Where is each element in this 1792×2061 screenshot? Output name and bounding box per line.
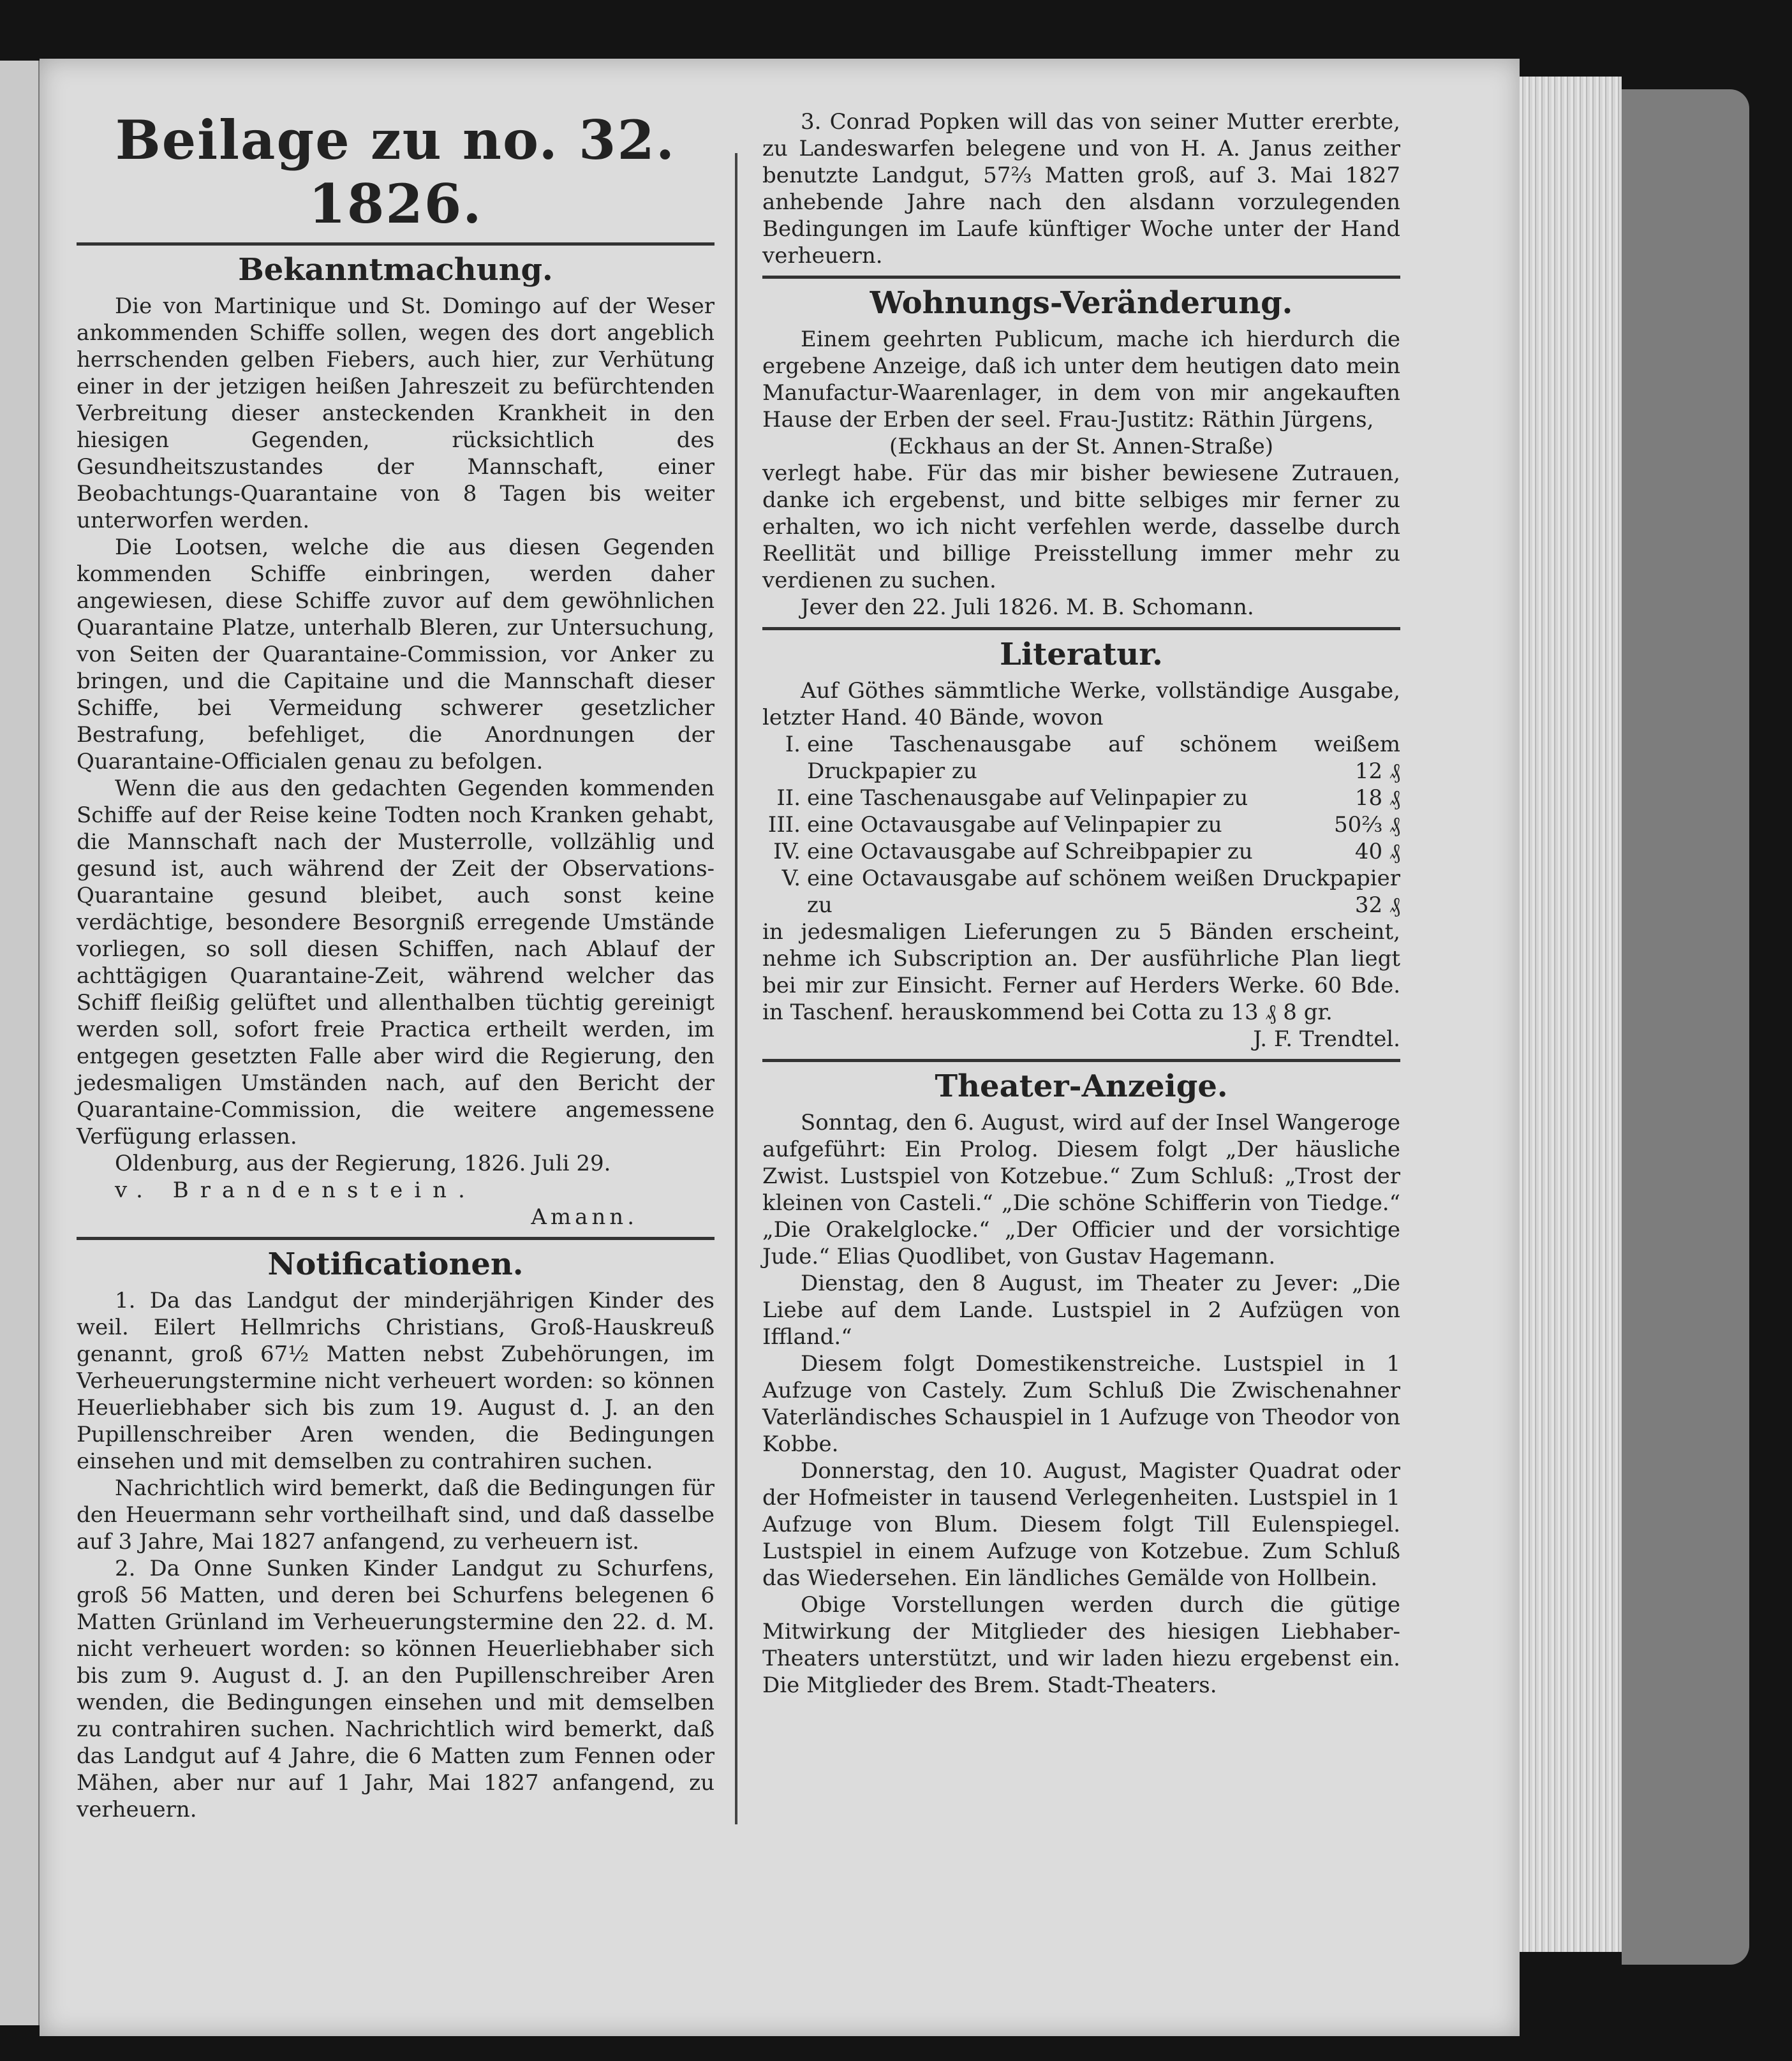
section-heading: Bekanntmachung. bbox=[238, 252, 553, 288]
edition-number: III. bbox=[767, 812, 801, 838]
rule bbox=[762, 1059, 1400, 1062]
edition-text: eine Taschenausgabe auf schönem weißem Druckpapier zu bbox=[807, 732, 1400, 784]
signature: v. Brandenstein. bbox=[115, 1178, 477, 1203]
edition-item bbox=[762, 811, 1400, 838]
bekanntmachung-section bbox=[77, 251, 715, 1230]
paragraph: Auf Göthes sämmtliche Werke, vollständige Ausgabe, letzter Hand. 40 Bände, wovon bbox=[762, 678, 1400, 730]
paragraph: Obige Vorstellungen werden durch die gütige Mitwirkung der Mitglieder des hiesigen Liebhaber-Theaters unterstützt, und wir laden hiezu ergebenst ein. Die Mitglieder des Brem. Stadt-Theaters. bbox=[762, 1592, 1400, 1698]
dateline: Oldenburg, aus der Regierung, 1826. Juli 29. bbox=[115, 1151, 611, 1176]
notice-item: Nachrichtlich wird bemerkt, daß die Bedingungen für den Heuermann sehr vortheilhaft sind, und daß dasselbe auf 3 Jahre, Mai 1827 anfangend, zu verheuern ist. bbox=[77, 1475, 715, 1555]
book-page-edges bbox=[1520, 77, 1622, 1952]
paragraph: Dienstag, den 8 August, im Theater zu Jever: „Die Liebe auf dem Lande. Lustspiel in 2 Aufzügen von Iffland.“ bbox=[762, 1271, 1400, 1350]
section-heading: Notificationen. bbox=[267, 1246, 524, 1282]
edition-text: eine Octavausgabe auf Schreibpapier zu bbox=[807, 839, 1253, 864]
notice-item: 3. Conrad Popken will das von seiner Mutter ererbte, zu Landeswarfen belegene und von H. A. Janus zeither benutzte Landgut, 57⅔ Matten groß, auf 3. Mai 1827 anhebende Jahre nach den alsdann vorzulegenden Bedingungen im Laufe künftiger Woche unter der Hand verheuern. bbox=[762, 109, 1400, 269]
secretary: Amann. bbox=[531, 1204, 638, 1230]
paragraph: Sonntag, den 6. August, wird auf der Insel Wangeroge aufgeführt: Ein Prolog. Diesem folgt „Der häusliche Zwist. Lustspiel von Kotzebue.“ Zum Schluß: „Trost der kleinen von Casteli.“ „Die schöne Schifferin von Tiedge.“ „Die Orakelglocke.“ „Der Officier und der vorsichtige Jude.“ Elias Quodlibet, von Gustav Hagemann. bbox=[762, 1110, 1400, 1269]
signline: Jever den 22. Juli 1826. M. B. Schomann. bbox=[801, 595, 1254, 620]
edition-item bbox=[762, 785, 1400, 811]
edition-number: IV. bbox=[773, 839, 801, 864]
edition-item bbox=[762, 865, 1400, 919]
rule bbox=[762, 276, 1400, 279]
notice-item: 2. Da Onne Sunken Kinder Landgut zu Schurfens, groß 56 Matten, und deren bei Schurfens belegenen 6 Matten Grünland im Verheuerungstermine den 22. d. M. nicht verheuert worden: so können Heuerliebhaber sich bis zum 9. August d. J. an den Pupillenschreiber Aren wenden, die Bedingungen einsehen und mit demselben zu contrahiren suchen. Nachrichtlich wird bemerkt, daß das Landgut auf 4 Jahre, die 6 Matten zum Fennen oder Mähen, aber nur auf 1 Jahr, Mai 1827 anfangend, zu verheuern. bbox=[77, 1556, 715, 1822]
theater-section bbox=[762, 1067, 1400, 1699]
rule bbox=[77, 1237, 715, 1240]
paragraph: in jedesmaligen Lieferungen zu 5 Bänden erscheint, nehme ich Subscription an. Der ausführliche Plan liegt bei mir zur Einsicht. Ferner auf Herders Werke. 60 Bde. in Taschenf. herauskommend bei Cotta zu 13 ₰ 8 gr. bbox=[762, 919, 1400, 1025]
edition-number: II. bbox=[776, 785, 801, 811]
paragraph: Diesem folgt Domestikenstreiche. Lustspiel in 1 Aufzuge von Castely. Zum Schluß Die Zwischenahner Vaterländisches Schauspiel in 1 Aufzuge von Theodor von Kobbe. bbox=[762, 1351, 1400, 1457]
literatur-section bbox=[762, 635, 1400, 1053]
edition-price: 18 ₰ bbox=[1354, 785, 1400, 811]
section-heading: Wohnungs-Veränderung. bbox=[870, 285, 1293, 321]
edition-price: 50⅔ ₰ bbox=[1333, 812, 1400, 838]
left-column bbox=[77, 108, 715, 1823]
column-divider bbox=[735, 153, 737, 1824]
paragraph: Donnerstag, den 10. August, Magister Quadrat oder der Hofmeister in tausend Verlegenheiten. Lustspiel in 1 Aufzuge von Blum. Diesem folgt Till Eulenspiegel. Lustspiel in einem Aufzuge von Kotzebue. Zum Schluß das Wiedersehen. Ein ländliches Gemälde von Hollbein. bbox=[762, 1458, 1400, 1591]
section-heading: Literatur. bbox=[1000, 637, 1163, 672]
rule bbox=[77, 242, 715, 246]
masthead: Beilage zu no. 32. 1826. bbox=[115, 108, 676, 235]
section-heading: Theater-Anzeige. bbox=[935, 1068, 1228, 1104]
book-cover bbox=[1622, 89, 1749, 1965]
right-column bbox=[762, 108, 1400, 1699]
edition-text: eine Octavausgabe auf Velinpapier zu bbox=[807, 812, 1222, 838]
paragraph: Die Lootsen, welche die aus diesen Gegenden kommenden Schiffe einbringen, werden daher angewiesen, diese Schiffe zuvor auf dem gewöhnlichen Quarantaine Platze, unterhalb Bleren, zur Untersuchung, von Seiten der Quarantaine-Commission, vor Anker zu bringen, und die Capitaine und die Mannschaft dieser Schiffe, bei Vermeidung schwerer gesetzlicher Bestrafung, befehliget, die Anordnungen der Quarantaine-Officialen genau zu befolgen. bbox=[77, 535, 715, 774]
edition-number: I. bbox=[785, 732, 801, 757]
edition-text: eine Taschenausgabe auf Velinpapier zu bbox=[807, 785, 1248, 811]
signature: J. F. Trendtel. bbox=[1253, 1026, 1400, 1052]
edition-item bbox=[762, 838, 1400, 865]
wohnung-section bbox=[762, 284, 1400, 621]
edition-text: eine Octavausgabe auf schönem weißen Druckpapier zu bbox=[807, 866, 1400, 918]
edition-number: V. bbox=[781, 866, 801, 891]
paragraph: verlegt habe. Für das mir bisher bewiesene Zutrauen, danke ich ergebenst, und bitte selbiges mir ferner zu erhalten, wo ich nicht verfehlen werde, dasselbe durch Reellität und billige Preisstellung immer mehr zu verdienen zu suchen. bbox=[762, 461, 1400, 593]
edition-price: 32 ₰ bbox=[1354, 892, 1400, 918]
notificationen-section bbox=[77, 1245, 715, 1823]
address: (Eckhaus an der St. Annen-Straße) bbox=[889, 434, 1273, 459]
notice-item: 1. Da das Landgut der minderjährigen Kinder des weil. Eilert Hellmrichs Christians, Groß-Hauskreuß genannt, groß 67½ Matten nebst Zubehörungen, im Verheuerungstermine nicht verheuert worden: so können Heuerliebhaber sich bis zum 19. August d. J. an den Pupillenschreiber Aren wenden, die Bedingungen einsehen und mit demselben zu contrahiren suchen. bbox=[77, 1288, 715, 1474]
edition-item bbox=[762, 731, 1400, 785]
paragraph: Die von Martinique und St. Domingo auf der Weser ankommenden Schiffe sollen, wegen des dort angeblich herrschenden gelben Fiebers, auch hier, zur Verhütung einer in der jetzigen heißen Jahreszeit zu befürchtenden Verbreitung dieser ansteckenden Krankheit in den hiesigen Gegenden, rücksichtlich des Gesundheitszustandes der Mannschaft, einer Beobachtungs-Quarantaine von 8 Tagen bis weiter unterworfen werden. bbox=[77, 293, 715, 533]
previous-page-edge bbox=[0, 61, 40, 2025]
paragraph: Einem geehrten Publicum, mache ich hierdurch die ergebene Anzeige, daß ich unter dem heutigen dato mein Manufactur-Waarenlager, in dem von mir angekauften Hause der Erben der seel. Frau-Justitz: Räthin Jürgens, bbox=[762, 327, 1400, 432]
edition-price: 40 ₰ bbox=[1354, 839, 1400, 864]
paragraph: Wenn die aus den gedachten Gegenden kommenden Schiffe auf der Reise keine Todten noch Kranken gehabt, die Mannschaft nach der Musterrolle, vollzählig und gesund ist, auch während der Zeit der Observations-Quarantaine gesund bleibet, auch sonst keine verdächtige, besondere Besorgniß erregende Umstände vorliegen, so soll diesen Schiffen, nach Ablauf der achttägigen Quarantaine-Zeit, während welcher das Schiff fleißig gelüftet und allenthalben tüchtig gereinigt werden soll, sofort freie Practica ertheilt werden, im entgegen gesetzten Falle aber wird die Regierung, den jedesmaligen Umständen nach, auf den Bericht der Quarantaine-Commission, die weitere angemessene Verfügung erlassen. bbox=[77, 776, 715, 1149]
edition-price: 12 ₰ bbox=[1354, 758, 1400, 784]
rule bbox=[762, 627, 1400, 630]
